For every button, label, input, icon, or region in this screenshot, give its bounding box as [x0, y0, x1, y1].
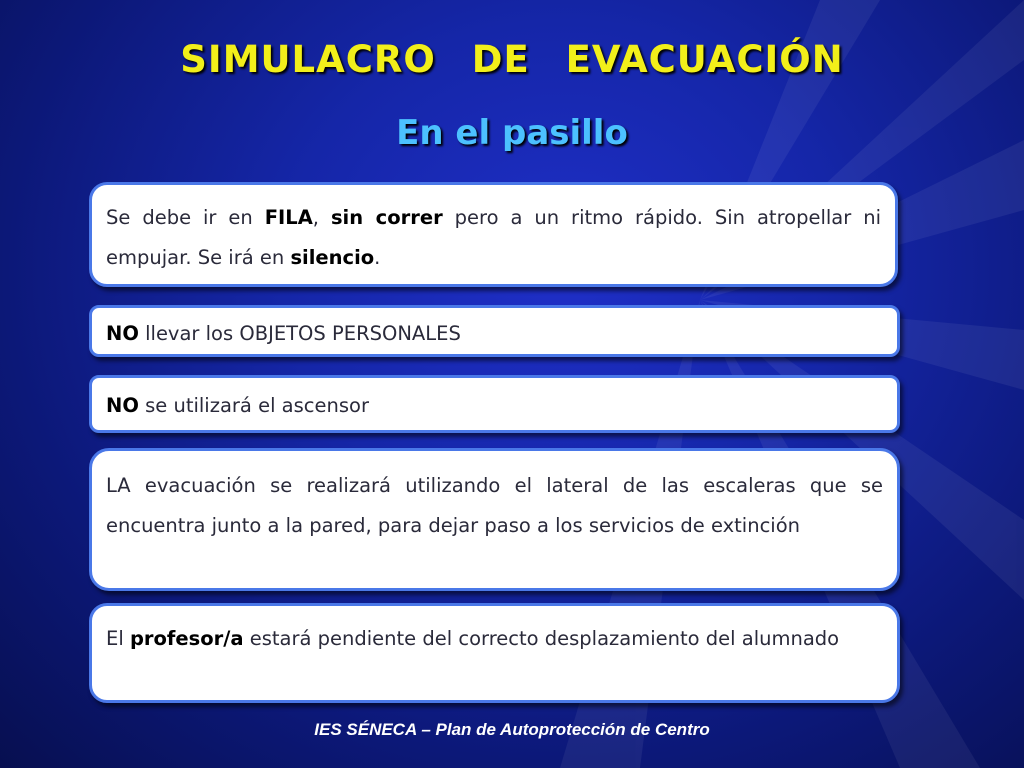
text-segment: .: [374, 246, 381, 269]
bold-segment: sin correr: [330, 206, 443, 229]
instruction-box-objetos: [89, 305, 900, 357]
bold-segment: NO: [106, 394, 139, 417]
bold-segment: FILA: [264, 206, 313, 229]
instruction-box-profesor: [89, 603, 900, 703]
instruction-box-escaleras: [89, 448, 900, 591]
text-segment: llevar los OBJETOS PERSONALES: [138, 322, 461, 345]
instruction-box-fila: [89, 182, 898, 287]
instruction-box-ascensor: [89, 375, 900, 433]
text-segment: LA evacuación se realizará utilizando el lateral de las escaleras que se encuentra junto a la pared, para dejar paso a los servicios de extinción: [106, 474, 883, 537]
slide-title: SIMULACRO DE EVACUACIÓN: [180, 38, 844, 81]
text-segment: se utilizará el ascensor: [138, 394, 369, 417]
bold-segment: NO: [106, 322, 139, 345]
bold-segment: profesor/a: [129, 627, 244, 650]
text-segment: ,: [312, 206, 331, 229]
text-segment: pero a un ritmo rápido. Sin atropellar ni empujar. Se irá en: [106, 206, 881, 269]
slide-subtitle: En el pasillo: [396, 113, 628, 153]
text-segment: estará pendiente del correcto desplazamiento del alumnado: [243, 627, 840, 650]
bold-segment: silencio: [290, 246, 375, 269]
text-segment: El: [106, 627, 130, 650]
text-segment: Se debe ir en: [106, 206, 265, 229]
slide-footer: IES SÉNECA – Plan de Autoprotección de Centro: [314, 720, 710, 739]
